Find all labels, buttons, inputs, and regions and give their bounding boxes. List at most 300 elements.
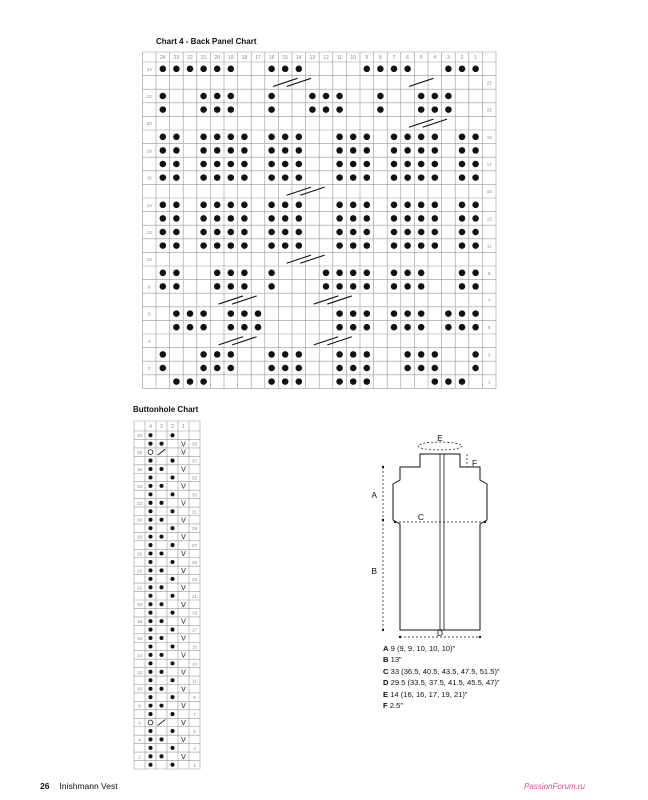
purl-dot bbox=[268, 161, 275, 168]
row-number: 4 bbox=[147, 338, 151, 344]
purl-dot bbox=[432, 202, 439, 209]
row-number: 34 bbox=[136, 483, 143, 489]
measurement-endpoint bbox=[382, 629, 384, 631]
row-number: 13 bbox=[191, 661, 198, 667]
purl-dot bbox=[418, 215, 425, 222]
purl-dot bbox=[350, 310, 357, 317]
purl-dot bbox=[282, 215, 289, 222]
purl-dot bbox=[241, 215, 248, 222]
row-number: 6 bbox=[138, 720, 141, 726]
purl-dot bbox=[160, 66, 167, 73]
purl-dot bbox=[173, 378, 180, 385]
purl-dot bbox=[459, 229, 466, 236]
book-title: Inishmann Vest bbox=[59, 781, 118, 791]
purl-dot bbox=[418, 242, 425, 249]
label-c: C bbox=[417, 512, 425, 522]
row-number: 30 bbox=[136, 517, 143, 523]
column-number: 7 bbox=[392, 55, 396, 61]
purl-dot bbox=[364, 66, 371, 73]
purl-dot bbox=[159, 484, 163, 488]
row-number: 25 bbox=[191, 559, 198, 565]
row-number: 10 bbox=[136, 686, 143, 692]
purl-dot bbox=[148, 729, 152, 733]
measurement-key: A bbox=[383, 644, 389, 653]
row-number: 10 bbox=[146, 257, 152, 263]
purl-dot bbox=[170, 678, 174, 682]
measurement-value: 9 (9, 9, 10, 10, 10)” bbox=[390, 644, 456, 653]
slip-stitch-symbol: V bbox=[181, 635, 186, 643]
purl-dot bbox=[404, 147, 411, 154]
measurement-key: B bbox=[383, 655, 389, 665]
cable-cross-line bbox=[232, 296, 256, 304]
purl-dot bbox=[432, 106, 439, 113]
purl-dot bbox=[296, 351, 303, 358]
purl-dot bbox=[377, 66, 384, 73]
purl-dot bbox=[268, 229, 275, 236]
purl-dot bbox=[432, 242, 439, 249]
purl-dot bbox=[391, 324, 398, 331]
purl-dot bbox=[160, 270, 167, 277]
purl-dot bbox=[418, 351, 425, 358]
purl-dot bbox=[268, 215, 275, 222]
purl-dot bbox=[472, 242, 479, 249]
purl-dot bbox=[170, 475, 174, 479]
slip-stitch-symbol: V bbox=[181, 551, 186, 559]
row-number: 33 bbox=[191, 492, 198, 498]
row-number: 21 bbox=[486, 107, 492, 113]
purl-dot bbox=[296, 229, 303, 236]
column-number: 21 bbox=[200, 55, 207, 61]
column-number: 16 bbox=[268, 55, 275, 61]
purl-dot bbox=[268, 202, 275, 209]
slip-stitch-symbol: V bbox=[181, 441, 186, 449]
measurement-endpoint bbox=[382, 466, 384, 468]
purl-dot bbox=[159, 442, 163, 446]
purl-dot bbox=[418, 147, 425, 154]
row-number: 7 bbox=[487, 298, 491, 303]
purl-dot bbox=[282, 242, 289, 249]
row-number: 13 bbox=[486, 216, 492, 222]
purl-dot bbox=[336, 270, 343, 277]
purl-dot bbox=[282, 174, 289, 181]
purl-dot bbox=[228, 242, 235, 249]
row-number: 2 bbox=[147, 366, 151, 371]
purl-dot bbox=[472, 202, 479, 209]
purl-dot bbox=[459, 215, 466, 222]
purl-dot bbox=[364, 324, 371, 331]
purl-dot bbox=[173, 270, 180, 277]
purl-dot bbox=[148, 577, 152, 581]
purl-dot bbox=[200, 147, 207, 154]
purl-dot bbox=[432, 229, 439, 236]
row-number: 7 bbox=[193, 712, 196, 718]
purl-dot bbox=[170, 433, 174, 437]
column-number: 8 bbox=[379, 55, 382, 61]
column-number: 14 bbox=[296, 55, 302, 61]
purl-dot bbox=[282, 229, 289, 236]
purl-dot bbox=[148, 560, 152, 564]
purl-dot bbox=[160, 147, 167, 154]
purl-dot bbox=[170, 509, 174, 513]
cable-cross-line bbox=[219, 296, 243, 304]
purl-dot bbox=[323, 283, 330, 290]
purl-dot bbox=[418, 106, 425, 113]
purl-dot bbox=[170, 526, 174, 530]
purl-dot bbox=[200, 202, 207, 209]
slip-stitch-symbol: V bbox=[181, 652, 186, 660]
slip-stitch-symbol: V bbox=[181, 686, 186, 694]
column-number: 24 bbox=[160, 55, 166, 61]
purl-dot bbox=[350, 365, 357, 372]
purl-dot bbox=[148, 763, 152, 767]
purl-dot bbox=[445, 310, 452, 317]
cable-cross-line bbox=[232, 337, 256, 345]
row-number: 19 bbox=[486, 134, 492, 140]
purl-dot bbox=[391, 310, 398, 317]
purl-dot bbox=[268, 283, 275, 290]
row-number: 5 bbox=[193, 728, 196, 734]
measurement-row bbox=[383, 677, 500, 688]
purl-dot bbox=[336, 324, 343, 331]
measurement-key: C bbox=[383, 666, 389, 676]
purl-dot bbox=[214, 174, 221, 181]
purl-dot bbox=[364, 242, 371, 249]
purl-dot bbox=[350, 283, 357, 290]
purl-dot bbox=[160, 174, 167, 181]
purl-dot bbox=[200, 242, 207, 249]
purl-dot bbox=[404, 134, 411, 141]
purl-dot bbox=[148, 602, 152, 606]
column-number: 1 bbox=[474, 55, 477, 61]
purl-dot bbox=[459, 310, 466, 317]
purl-dot bbox=[432, 215, 439, 222]
purl-dot bbox=[170, 746, 174, 750]
purl-dot bbox=[432, 351, 439, 358]
purl-dot bbox=[241, 283, 248, 290]
purl-dot bbox=[391, 215, 398, 222]
row-number: 14 bbox=[146, 202, 152, 208]
back-panel-chart-title: Chart 4 - Back Panel Chart bbox=[156, 37, 257, 46]
purl-dot bbox=[170, 594, 174, 598]
measurement-value: 29.5 (33.5, 37.5, 41.5, 45.5, 47)” bbox=[390, 678, 500, 688]
purl-dot bbox=[228, 66, 235, 73]
row-number: 18 bbox=[146, 148, 152, 154]
purl-dot bbox=[336, 229, 343, 236]
label-e: E bbox=[437, 433, 443, 443]
purl-dot bbox=[404, 270, 411, 277]
slip-stitch-symbol: V bbox=[181, 584, 186, 592]
purl-dot bbox=[187, 324, 194, 331]
purl-dot bbox=[445, 106, 452, 113]
row-number: 1 bbox=[193, 762, 196, 768]
purl-dot bbox=[472, 215, 479, 222]
purl-dot bbox=[200, 351, 207, 358]
row-number: 28 bbox=[136, 534, 143, 540]
purl-dot bbox=[170, 661, 174, 665]
purl-dot bbox=[391, 283, 398, 290]
purl-dot bbox=[200, 365, 207, 372]
purl-dot bbox=[404, 66, 411, 73]
purl-dot bbox=[214, 161, 221, 168]
purl-dot bbox=[432, 93, 439, 100]
purl-dot bbox=[148, 653, 152, 657]
purl-dot bbox=[214, 202, 221, 209]
purl-dot bbox=[391, 202, 398, 209]
purl-dot bbox=[364, 310, 371, 317]
purl-dot bbox=[200, 378, 207, 385]
row-number: 36 bbox=[136, 467, 143, 473]
purl-dot bbox=[282, 378, 289, 385]
purl-dot bbox=[364, 351, 371, 358]
purl-dot bbox=[404, 174, 411, 181]
purl-dot bbox=[228, 134, 235, 141]
purl-dot bbox=[228, 93, 235, 100]
purl-dot bbox=[170, 628, 174, 632]
cable-cross-line bbox=[327, 296, 351, 304]
purl-dot bbox=[241, 229, 248, 236]
purl-dot bbox=[159, 602, 163, 606]
purl-dot bbox=[268, 93, 275, 100]
slip-stitch-symbol: V bbox=[181, 737, 186, 745]
row-number: 22 bbox=[136, 585, 143, 591]
purl-dot bbox=[282, 202, 289, 209]
column-number: 1 bbox=[182, 424, 185, 430]
purl-dot bbox=[159, 636, 163, 640]
purl-dot bbox=[170, 712, 174, 716]
cable-cross-line bbox=[287, 78, 311, 86]
purl-dot bbox=[350, 215, 357, 222]
purl-dot bbox=[214, 283, 221, 290]
page-number: 26 bbox=[40, 781, 50, 791]
purl-dot bbox=[323, 93, 330, 100]
purl-dot bbox=[432, 378, 439, 385]
purl-dot bbox=[459, 161, 466, 168]
purl-dot bbox=[173, 134, 180, 141]
purl-dot bbox=[296, 147, 303, 154]
purl-dot bbox=[187, 378, 194, 385]
purl-dot bbox=[228, 174, 235, 181]
purl-dot bbox=[418, 134, 425, 141]
purl-dot bbox=[170, 611, 174, 615]
purl-dot bbox=[418, 324, 425, 331]
measurement-value: 33 (36.5, 40.5, 43.5, 47.5, 51.5)” bbox=[390, 666, 500, 676]
cable-cross-line bbox=[327, 337, 351, 345]
purl-dot bbox=[241, 310, 248, 317]
purl-dot bbox=[459, 202, 466, 209]
purl-dot bbox=[148, 509, 152, 513]
purl-dot bbox=[459, 324, 466, 331]
purl-dot bbox=[148, 467, 152, 471]
purl-dot bbox=[472, 324, 479, 331]
purl-dot bbox=[296, 66, 303, 73]
purl-dot bbox=[282, 161, 289, 168]
row-number: 37 bbox=[191, 458, 198, 464]
purl-dot bbox=[255, 310, 262, 317]
purl-dot bbox=[170, 577, 174, 581]
purl-dot bbox=[459, 174, 466, 181]
purl-dot bbox=[200, 134, 207, 141]
purl-dot bbox=[159, 687, 163, 691]
purl-dot bbox=[160, 365, 167, 372]
purl-dot bbox=[241, 134, 248, 141]
purl-dot bbox=[214, 351, 221, 358]
row-number: 15 bbox=[486, 189, 492, 195]
row-number: 9 bbox=[487, 270, 491, 276]
purl-dot bbox=[170, 543, 174, 547]
purl-dot bbox=[159, 501, 163, 505]
purl-dot bbox=[418, 202, 425, 209]
yarn-over-symbol bbox=[148, 720, 153, 725]
row-number: 8 bbox=[147, 284, 151, 290]
purl-dot bbox=[404, 351, 411, 358]
purl-dot bbox=[228, 202, 235, 209]
measurement-row bbox=[383, 666, 500, 677]
purl-dot bbox=[148, 568, 152, 572]
purl-dot bbox=[336, 351, 343, 358]
purl-dot bbox=[296, 174, 303, 181]
purl-dot bbox=[228, 270, 235, 277]
purl-dot bbox=[268, 365, 275, 372]
purl-dot bbox=[170, 644, 174, 648]
purl-dot bbox=[472, 283, 479, 290]
purl-dot bbox=[241, 242, 248, 249]
measurement-key: E bbox=[383, 689, 389, 699]
purl-dot bbox=[404, 229, 411, 236]
measurement-value: 13” bbox=[390, 655, 402, 665]
measurement-value: 2.5” bbox=[389, 701, 403, 711]
purl-dot bbox=[170, 492, 174, 496]
row-number: 2 bbox=[138, 754, 141, 760]
purl-dot bbox=[459, 134, 466, 141]
purl-dot bbox=[350, 242, 357, 249]
purl-dot bbox=[472, 147, 479, 154]
purl-dot bbox=[159, 737, 163, 741]
buttonhole-chart-title: Buttonhole Chart bbox=[133, 405, 199, 414]
purl-dot bbox=[148, 687, 152, 691]
purl-dot bbox=[148, 678, 152, 682]
purl-dot bbox=[200, 310, 207, 317]
row-number: 12 bbox=[136, 669, 143, 675]
purl-dot bbox=[228, 106, 235, 113]
purl-dot bbox=[459, 270, 466, 277]
purl-dot bbox=[418, 270, 425, 277]
purl-dot bbox=[148, 636, 152, 640]
purl-dot bbox=[148, 661, 152, 665]
purl-dot bbox=[255, 324, 262, 331]
watermark: PassionForum.ru bbox=[524, 782, 585, 791]
purl-dot bbox=[200, 174, 207, 181]
purl-dot bbox=[214, 242, 221, 249]
purl-dot bbox=[364, 283, 371, 290]
purl-dot bbox=[364, 174, 371, 181]
purl-dot bbox=[364, 147, 371, 154]
purl-dot bbox=[214, 66, 221, 73]
row-number: 3 bbox=[193, 745, 196, 751]
purl-dot bbox=[350, 134, 357, 141]
purl-dot bbox=[159, 518, 163, 522]
row-number: 24 bbox=[136, 568, 143, 574]
purl-dot bbox=[282, 365, 289, 372]
purl-dot bbox=[148, 526, 152, 530]
purl-dot bbox=[200, 106, 207, 113]
purl-dot bbox=[336, 365, 343, 372]
label-b: B bbox=[371, 566, 377, 576]
purl-dot bbox=[404, 242, 411, 249]
measurement-row bbox=[383, 700, 500, 711]
row-number: 12 bbox=[146, 230, 152, 235]
purl-dot bbox=[173, 215, 180, 222]
row-number: 3 bbox=[487, 352, 491, 358]
purl-dot bbox=[350, 270, 357, 277]
label-a: A bbox=[371, 490, 377, 500]
purl-dot bbox=[148, 628, 152, 632]
cable-cross-line bbox=[273, 78, 297, 86]
purl-dot bbox=[459, 66, 466, 73]
purl-dot bbox=[214, 106, 221, 113]
cable-cross-line bbox=[219, 337, 243, 345]
purl-dot bbox=[160, 161, 167, 168]
purl-dot bbox=[364, 270, 371, 277]
purl-dot bbox=[170, 763, 174, 767]
measurement-legend bbox=[383, 643, 500, 711]
label-d: D bbox=[436, 628, 444, 638]
purl-dot bbox=[148, 695, 152, 699]
purl-dot bbox=[228, 283, 235, 290]
page-footer bbox=[40, 781, 118, 791]
purl-dot bbox=[159, 754, 163, 758]
measurement-row bbox=[383, 643, 500, 654]
purl-dot bbox=[160, 106, 167, 113]
purl-dot bbox=[148, 611, 152, 615]
row-number: 6 bbox=[147, 311, 151, 317]
column-number: 6 bbox=[406, 55, 409, 61]
purl-dot bbox=[148, 501, 152, 505]
purl-dot bbox=[404, 161, 411, 168]
purl-dot bbox=[148, 746, 152, 750]
purl-dot bbox=[160, 202, 167, 209]
purl-dot bbox=[336, 134, 343, 141]
purl-dot bbox=[323, 270, 330, 277]
purl-dot bbox=[159, 653, 163, 657]
purl-dot bbox=[336, 202, 343, 209]
purl-dot bbox=[336, 106, 343, 113]
purl-dot bbox=[391, 242, 398, 249]
cable-cross-line bbox=[300, 187, 324, 195]
row-number: 22 bbox=[146, 94, 152, 99]
row-number: 16 bbox=[146, 175, 152, 181]
purl-dot bbox=[336, 93, 343, 100]
measurement-value: 14 (16, 16, 17, 19, 21)” bbox=[390, 689, 468, 699]
purl-dot bbox=[296, 134, 303, 141]
column-number: 4 bbox=[433, 55, 437, 61]
purl-dot bbox=[228, 215, 235, 222]
purl-dot bbox=[148, 484, 152, 488]
purl-dot bbox=[282, 147, 289, 154]
neck-circumference-marker bbox=[418, 442, 462, 450]
purl-dot bbox=[404, 324, 411, 331]
purl-dot bbox=[173, 174, 180, 181]
purl-dot bbox=[159, 585, 163, 589]
purl-dot bbox=[148, 459, 152, 463]
purl-dot bbox=[472, 161, 479, 168]
purl-dot bbox=[282, 134, 289, 141]
column-number: 3 bbox=[447, 55, 450, 61]
slip-stitch-symbol: V bbox=[181, 534, 186, 542]
purl-dot bbox=[200, 93, 207, 100]
purl-dot bbox=[148, 737, 152, 741]
purl-dot bbox=[241, 147, 248, 154]
purl-dot bbox=[241, 174, 248, 181]
